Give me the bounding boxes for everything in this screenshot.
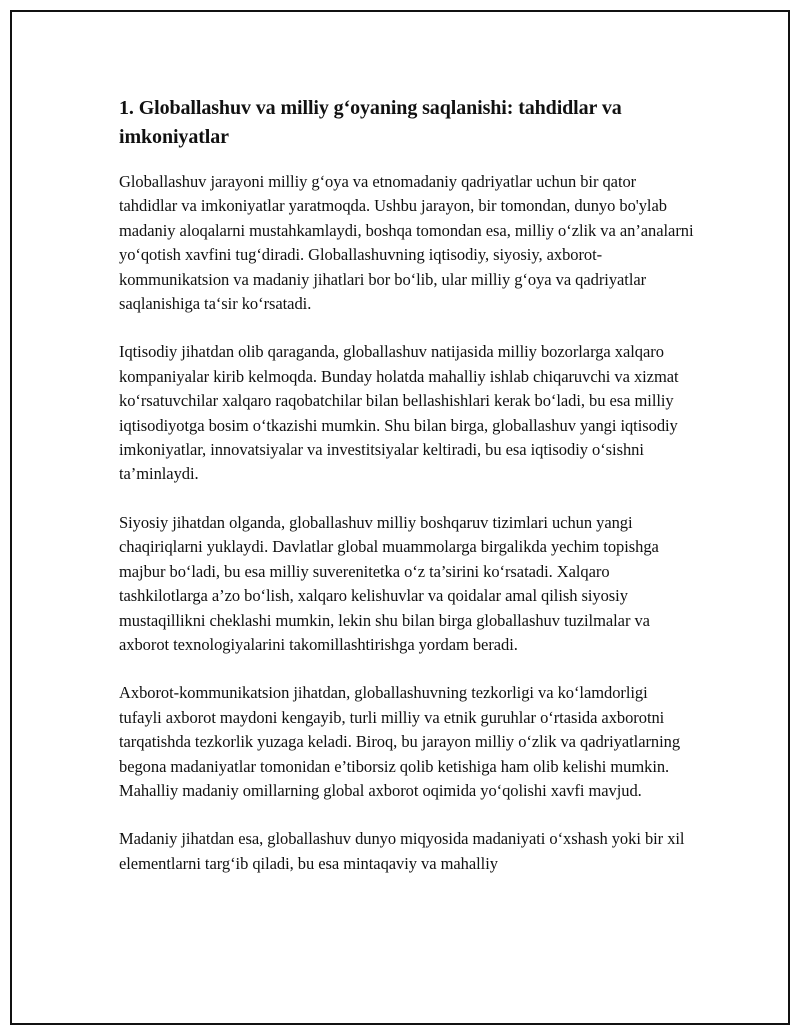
paragraph-information: Axborot-kommunikatsion jihatdan, globallashuvning tezkorligi va ko‘lamdorligi tufayli axborot maydoni kengayib, turli milliy va etnik guruhlar o‘rtasida axborotni tarqatishda tezkorlik yuzaga keladi. Biroq, bu jarayon milliy o‘zlik va qadriyatlarning begona madaniyatlar tomonidan e’tiborsiz qolib ketishiga ham olib kelishi mumkin. Mahalliy madaniy omillarning global axborot oqimida yo‘qolishi xavfi mavjud. [119,683,681,800]
document-body [119,94,694,900]
paragraph-intro: Globallashuv jarayoni milliy g‘oya va etnomadaniy qadriyatlar uchun bir qator tahdidlar va imkoniyatlar yaratmoqda. Ushbu jarayon, bir tomondan, dunyo bo'ylab madaniy aloqalarni mustahkamlaydi, boshqa tomondan esa, milliy o‘zlik va an’analarni yo‘qotish xavfini tug‘diradi. Globallashuvning iqtisodiy, siyosiy, axborot-kommunikatsion va madaniy jihatlari bor bo‘lib, ular milliy g‘oya va qadriyatlar saqlanishiga ta‘sir ko‘rsatadi. [119,172,694,314]
page-frame [10,10,790,1025]
paragraph-political: Siyosiy jihatdan olganda, globallashuv milliy boshqaruv tizimlari uchun yangi chaqiriqlarni yuklaydi. Davlatlar global muammolarga birgalikda yechim topishga majbur bo‘ladi, bu esa milliy suverenitetka o‘z ta’sirini ko‘rsatadi. Xalqaro tashkilotlarga a’zo bo‘lish, xalqaro kelishuvlar va qoidalar amal qilish siyosiy mustaqillikni cheklashi mumkin, lekin shu bilan birga globallashuv tuzilmalar va axborot texnologiyalarini takomillashtirishga yordam beradi. [119,512,659,654]
paragraph-economic: Iqtisodiy jihatdan olib qaraganda, globallashuv natijasida milliy bozorlarga xalqaro kompaniyalar kirib kelmoqda. Bunday holatda mahalliy ishlab chiqaruvchi va xizmat ko‘rsatuvchilar xalqaro raqobatchilar bilan bellashishlari kerak bo‘ladi, bu esa milliy iqtisodiyotga bosim o‘tkazishi mumkin. Shu bilan birga, globallashuv yangi iqtisodiy imkoniyatlar, innovatsiyalar va investitsiyalar keltiradi, bu esa iqtisodiy o‘sishni ta’minlaydi. [119,342,679,484]
section-heading: 1. Globallashuv va milliy g‘oyaning saqlanishi: tahdidlar va imkoniyatlar [119,97,622,148]
paragraph-cultural: Madaniy jihatdan esa, globallashuv dunyo miqyosida madaniyati o‘xshash yoki bir xil elementlarni targ‘ib qiladi, bu esa mintaqaviy va mahalliy [119,829,685,873]
